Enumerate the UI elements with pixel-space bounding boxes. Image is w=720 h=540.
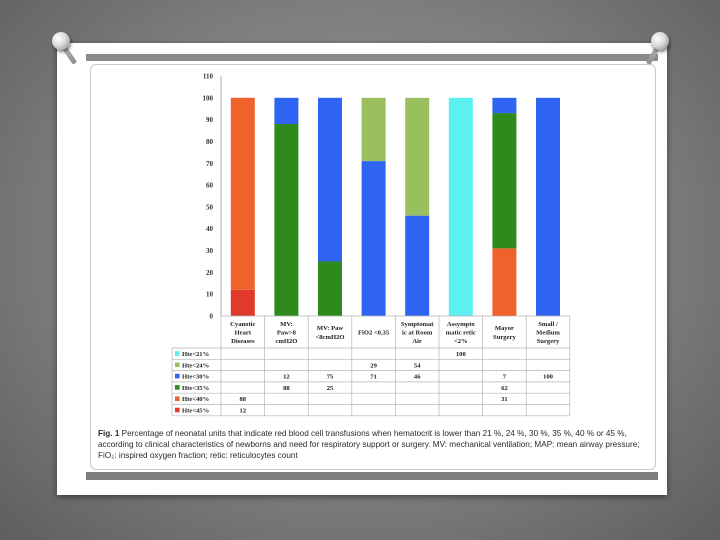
category-label: <8cmH2O xyxy=(315,333,345,341)
y-tick-label: 100 xyxy=(202,94,213,103)
category-label: Surgery xyxy=(493,333,516,341)
data-label: 25 xyxy=(326,384,334,392)
y-tick-label: 90 xyxy=(206,116,213,125)
y-tick-label: 0 xyxy=(209,312,213,321)
category-label: MV: xyxy=(280,320,293,328)
bar-segment xyxy=(362,98,386,161)
category-label: Small / xyxy=(538,320,558,328)
legend-label: Hte<45% xyxy=(182,407,210,415)
legend-swatch xyxy=(175,385,180,390)
category-label: FiO2 <0,35 xyxy=(357,329,390,337)
category-label: Air xyxy=(412,338,422,346)
bar-segment xyxy=(449,98,473,316)
bar-segment xyxy=(405,98,429,216)
legend-label: Hte<21% xyxy=(182,351,210,358)
legend-swatch xyxy=(175,408,180,413)
y-tick-label: 80 xyxy=(206,137,213,146)
y-tick-label: 70 xyxy=(206,159,213,168)
category-label: Paw>8 xyxy=(276,329,296,337)
data-label: 71 xyxy=(370,373,377,381)
data-label: 100 xyxy=(455,351,466,358)
category-label: Surgery xyxy=(536,338,560,346)
category-label: cmH2O xyxy=(275,338,298,346)
category-label: ic at Room xyxy=(401,329,433,337)
y-tick-label: 50 xyxy=(206,203,213,212)
legend-swatch xyxy=(175,363,180,368)
legend-swatch xyxy=(175,351,180,356)
data-label: 7 xyxy=(502,373,507,381)
y-tick-label: 60 xyxy=(206,181,213,190)
y-axis xyxy=(203,73,222,321)
bar-segment xyxy=(274,98,298,124)
data-table xyxy=(172,316,570,416)
y-tick-label: 40 xyxy=(206,225,213,234)
category-label: Heart xyxy=(234,329,252,337)
data-label: 88 xyxy=(239,396,247,404)
bar-segment xyxy=(231,290,255,316)
bar-segment xyxy=(492,113,516,248)
data-label: 12 xyxy=(283,373,290,381)
category-label: Cyanotic xyxy=(230,320,256,328)
data-label: 12 xyxy=(239,407,247,415)
bar-segment xyxy=(362,161,386,316)
legend-label: Hte<30% xyxy=(182,373,210,381)
data-label: 62 xyxy=(501,384,508,392)
y-tick-label: 20 xyxy=(206,268,213,277)
data-label: 88 xyxy=(283,384,290,392)
category-label: Medium xyxy=(536,329,560,337)
data-label: 31 xyxy=(501,396,508,404)
bar-segment xyxy=(231,98,255,290)
y-tick-label: 10 xyxy=(206,290,213,299)
data-label: 29 xyxy=(370,362,377,370)
caption-label: Fig. 1 xyxy=(98,429,120,438)
bar-segment xyxy=(274,124,298,316)
figure-caption xyxy=(98,428,650,461)
data-label: 75 xyxy=(326,373,334,381)
bar-segment xyxy=(492,248,516,316)
y-tick-label: 30 xyxy=(206,247,213,256)
bar-segment xyxy=(536,98,560,316)
category-label: <2% xyxy=(453,338,468,346)
caption-text: Percentage of neonatal units that indicate red blood cell transfusions when hematocrit is lower than 21 %, 24 %, 30 %, 35 %, 40 % or 45 %, according to clinical characteristics of newborns and need for respiratory support or surgery. MV: mechanical ventilation; MAP: mean airway pressure; FiO₂: inspired oxygen fraction; retic: reticulocytes count xyxy=(98,429,640,460)
category-label: MV: Paw xyxy=(316,325,344,333)
y-tick-label: 110 xyxy=(202,72,213,81)
legend-label: Hte<40% xyxy=(182,396,210,404)
category-label: Diseases xyxy=(231,338,255,346)
legend-swatch xyxy=(175,396,180,401)
bar-segment xyxy=(405,216,429,316)
category-label: Assympto xyxy=(446,320,475,328)
legend-label: Hte<24% xyxy=(182,362,210,370)
bar-segment xyxy=(318,98,342,262)
category-label: matic retic xyxy=(445,329,476,337)
category-label: Symptomat xyxy=(400,320,434,328)
data-label: 54 xyxy=(413,362,421,370)
category-label: Mayor xyxy=(494,325,514,333)
data-label: 46 xyxy=(413,373,421,381)
legend-label: Hte<35% xyxy=(182,384,210,392)
bar-segment xyxy=(318,261,342,316)
legend-swatch xyxy=(175,374,180,379)
bar-segment xyxy=(492,98,516,113)
bars xyxy=(231,98,560,316)
data-label: 100 xyxy=(543,373,553,381)
